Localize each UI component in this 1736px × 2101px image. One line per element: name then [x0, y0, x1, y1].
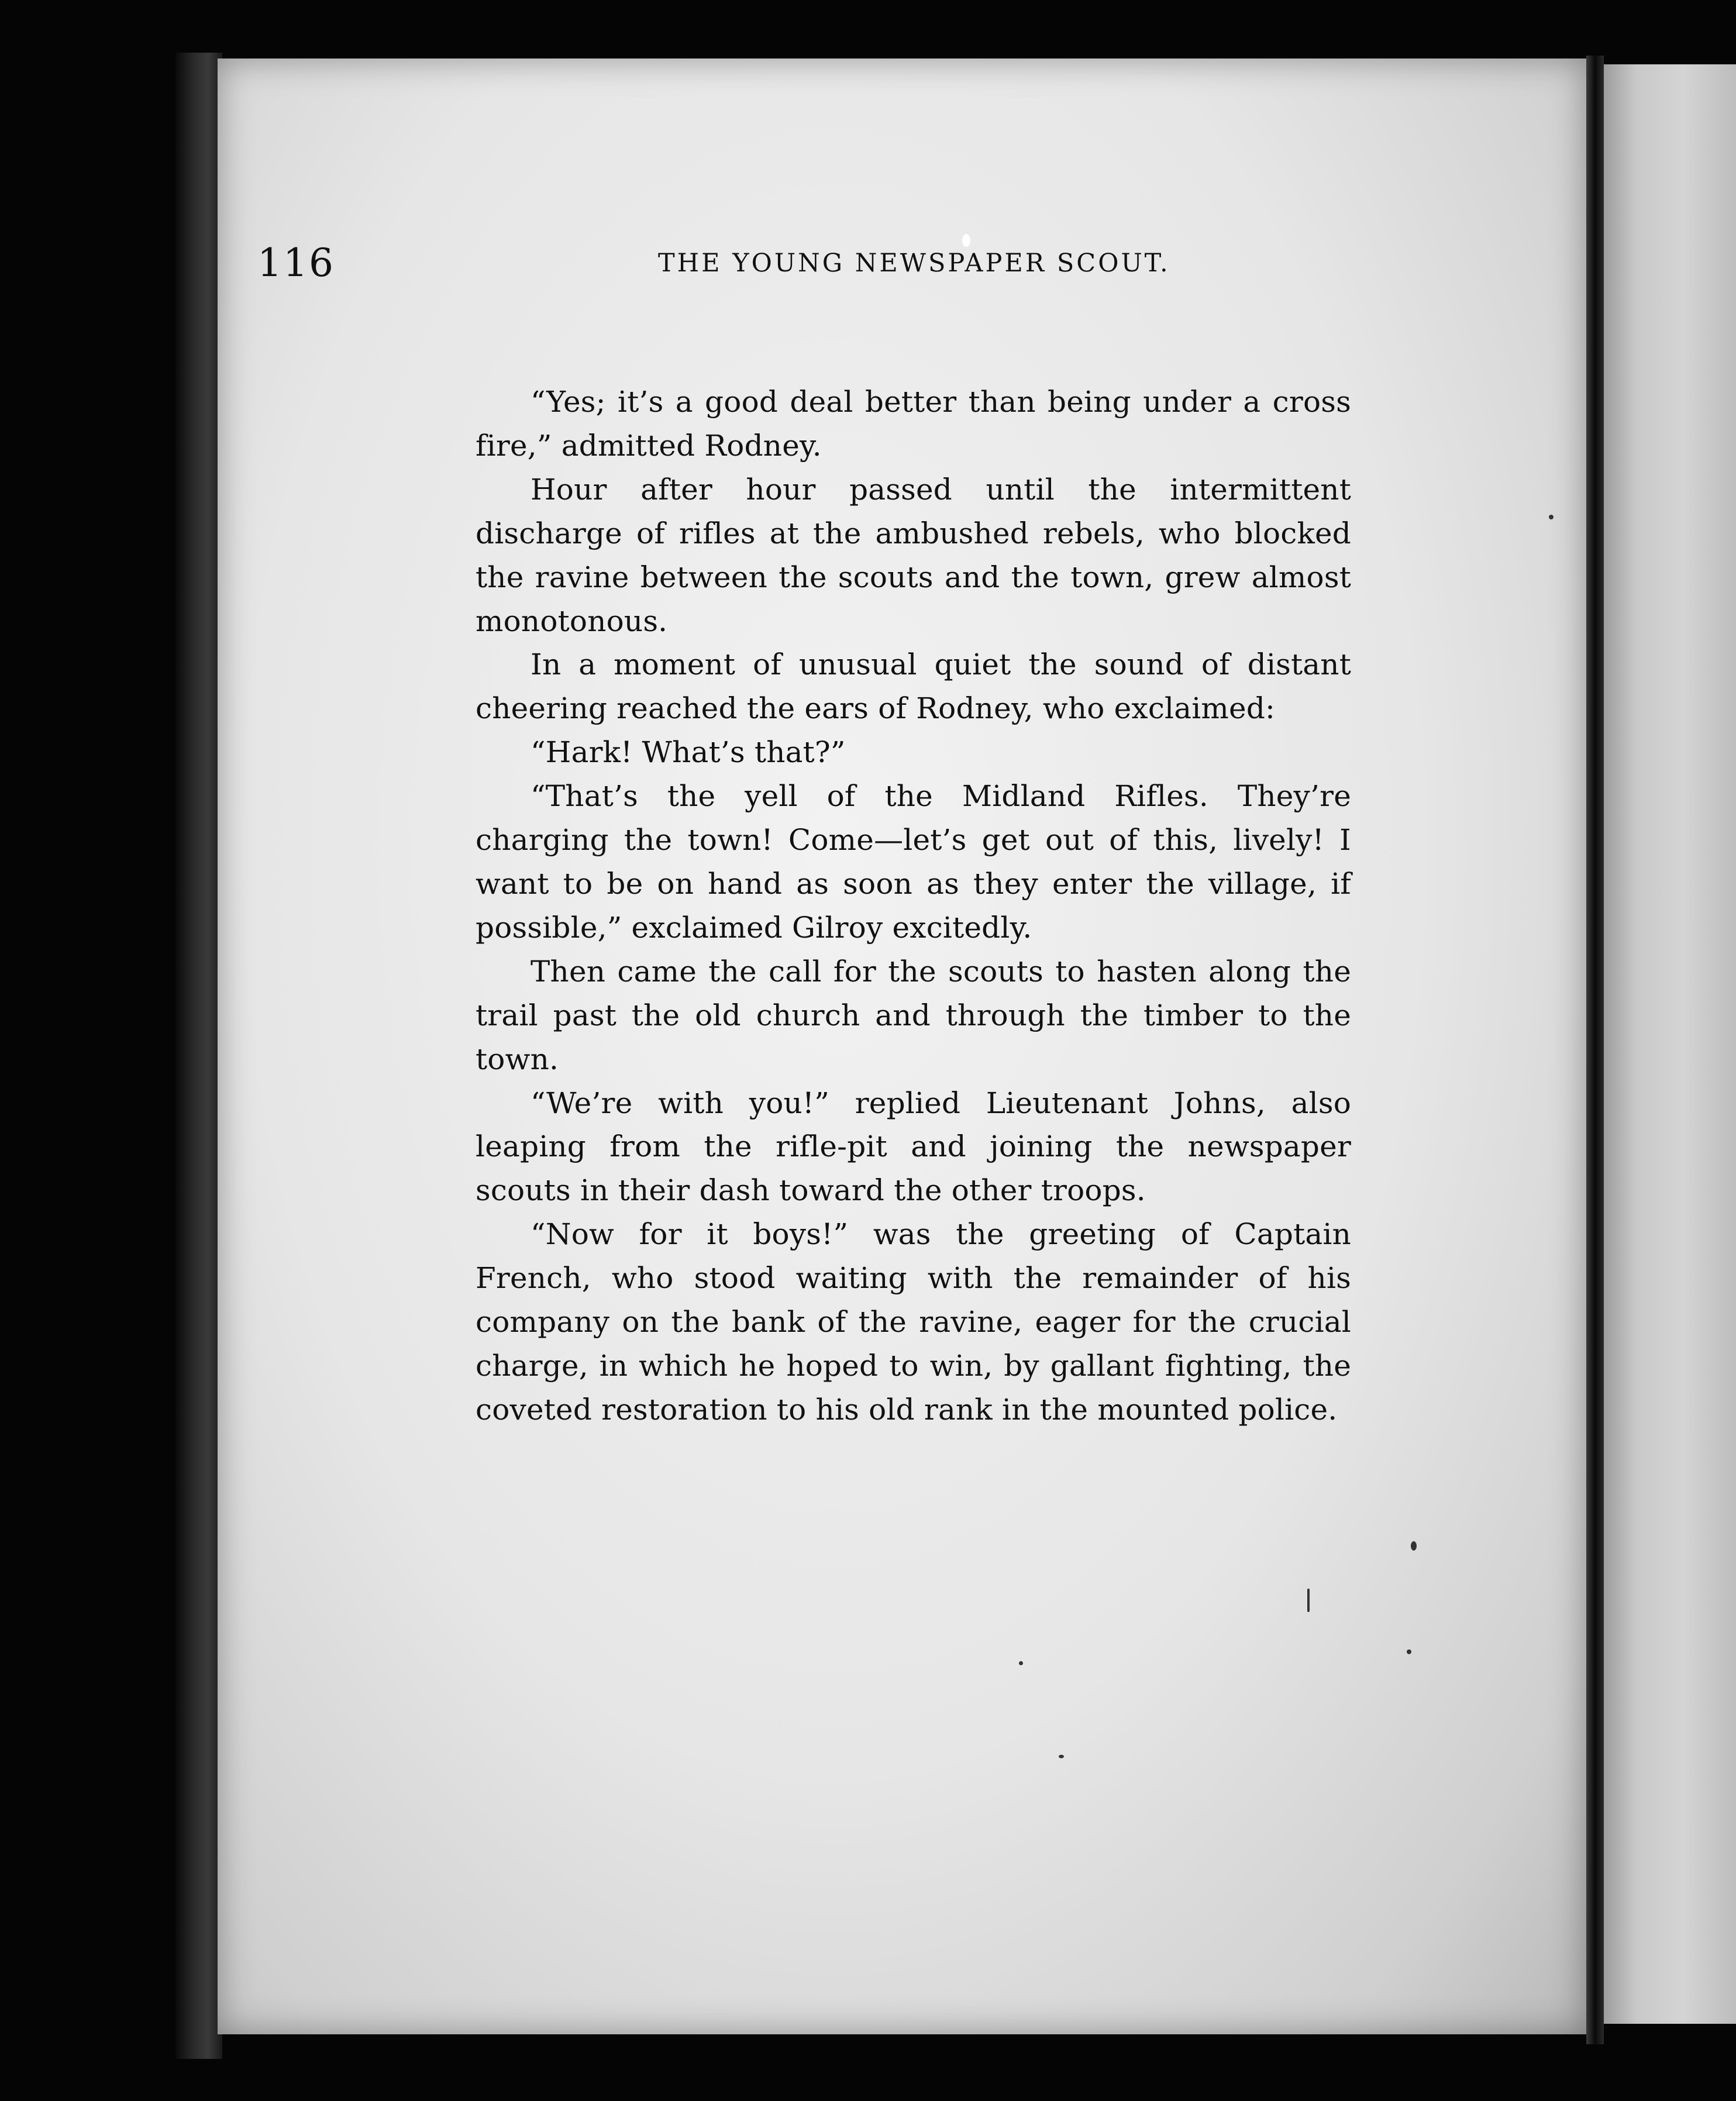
scan-speck: [1549, 515, 1554, 519]
paragraph: “Now for it boys!” was the greeting of Captain French, who stood waiting with the remainder of his company on the bank of the ravine, eager for the crucial charge, in which he hoped to win, by gallant fighting, the coveted restoration to his old rank in the mounted police.: [476, 1217, 1351, 1427]
book-spine-edge: [175, 53, 222, 2059]
paragraph: Then came the call for the scouts to hasten along the trail past the old church and through the timber to the town.: [476, 954, 1351, 1076]
scan-speck: [1019, 1661, 1023, 1665]
body-text: [476, 380, 1351, 1432]
scan-speck: [1407, 1649, 1411, 1654]
paragraph: “Yes; it’s a good deal better than being under a cross fire,” admitted Rodney.: [476, 385, 1351, 463]
scan-speck: [1059, 1755, 1064, 1758]
scan-speck: [1411, 1541, 1417, 1551]
running-head: [257, 237, 1351, 290]
paragraph: “We’re with you!” replied Lieutenant Johns, also leaping from the rifle-pit and joining the newspaper scouts in their dash toward the other troops.: [476, 1086, 1351, 1208]
paragraph: Hour after hour passed until the intermittent discharge of rifles at the ambushed rebels, who blocked the ravine between the scouts and the town, grew almost monotonous.: [476, 472, 1351, 638]
book-title: THE YOUNG NEWSPAPER SCOUT.: [658, 249, 1170, 278]
paragraph: “Hark! What’s that?”: [531, 735, 846, 770]
paragraph: In a moment of unusual quiet the sound of distant cheering reached the ears of Rodney, who exclaimed:: [476, 647, 1351, 726]
page-number: 116: [257, 240, 335, 285]
scan-speck: [1307, 1589, 1310, 1612]
adjacent-page-edge: [1604, 64, 1736, 2024]
paragraph: “That’s the yell of the Midland Rifles. They’re charging the town! Come—let’s get out of this, lively! I want to be on hand as soon as they enter the village, if possible,” exclaimed Gilroy excitedly.: [476, 779, 1351, 945]
page-gutter: [1586, 56, 1604, 2044]
